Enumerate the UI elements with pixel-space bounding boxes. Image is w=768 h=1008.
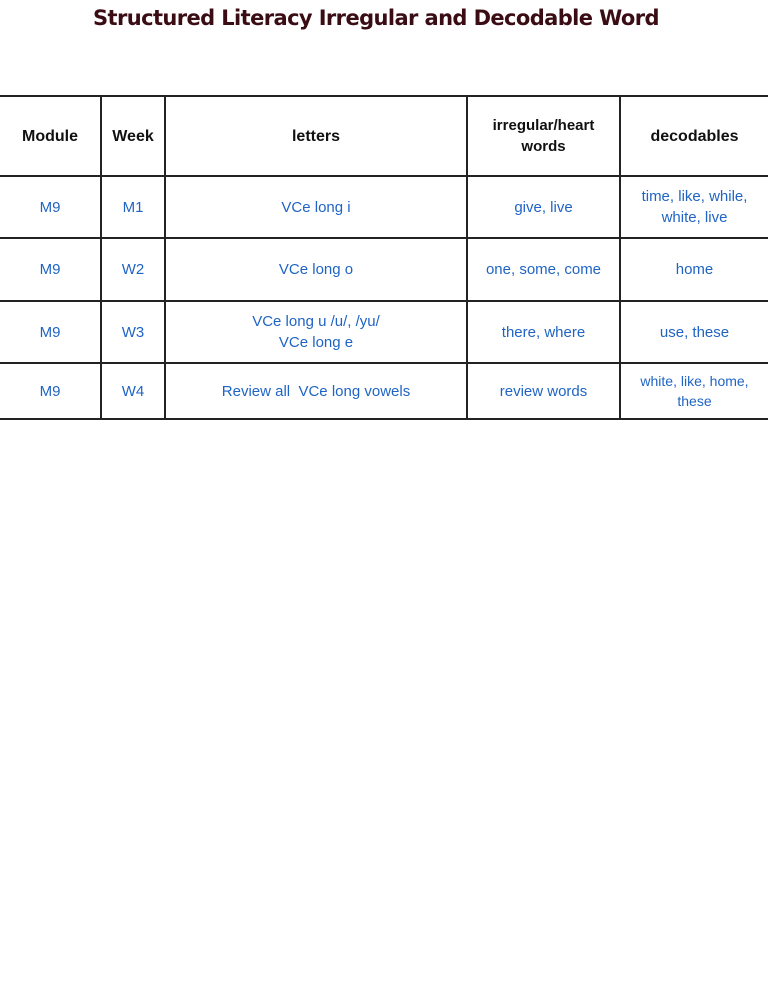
decodables-cell: time, like, while, white, live	[620, 176, 768, 238]
letters-cell	[165, 301, 467, 363]
decodables-cell: home	[620, 238, 768, 301]
week-cell: M1	[101, 176, 165, 238]
table-row	[0, 238, 768, 301]
letters-line: VCe long o	[278, 261, 354, 278]
module-cell: M9	[0, 176, 101, 238]
header-row	[0, 96, 768, 176]
header-module: Module	[0, 96, 101, 176]
irregular-words-cell: give, live	[467, 176, 620, 238]
irregular-words-cell: one, some, come	[467, 238, 620, 301]
letters-line: VCe long u /u/, /yu/	[252, 313, 380, 330]
table-row	[0, 176, 768, 238]
letters-line: VCe long i	[281, 198, 351, 216]
week-cell: W3	[101, 301, 165, 363]
header-irregular-heart-words: irregular/heart words	[467, 96, 620, 176]
irregular-words-cell: there, where	[467, 301, 620, 363]
letters-line: Review all VCe long vowels	[221, 382, 411, 400]
letters-cell	[165, 363, 467, 419]
table-row	[0, 363, 768, 419]
header-decodables: decodables	[620, 96, 768, 176]
table-row	[0, 301, 768, 363]
irregular-words-cell: review words	[467, 363, 620, 419]
module-cell: M9	[0, 238, 101, 301]
module-cell: M9	[0, 363, 101, 419]
letters-cell	[165, 176, 467, 238]
page-title: Structured Literacy Irregular and Decodable Word	[93, 6, 659, 30]
decodables-cell: white, like, home, these	[620, 363, 768, 419]
letters-line: VCe long e	[278, 334, 354, 351]
letters-cell	[165, 238, 467, 301]
week-cell: W2	[101, 238, 165, 301]
word-table	[0, 95, 768, 420]
module-cell: M9	[0, 301, 101, 363]
header-week: Week	[101, 96, 165, 176]
decodables-cell: use, these	[620, 301, 768, 363]
week-cell: W4	[101, 363, 165, 419]
header-letters: letters	[165, 96, 467, 176]
